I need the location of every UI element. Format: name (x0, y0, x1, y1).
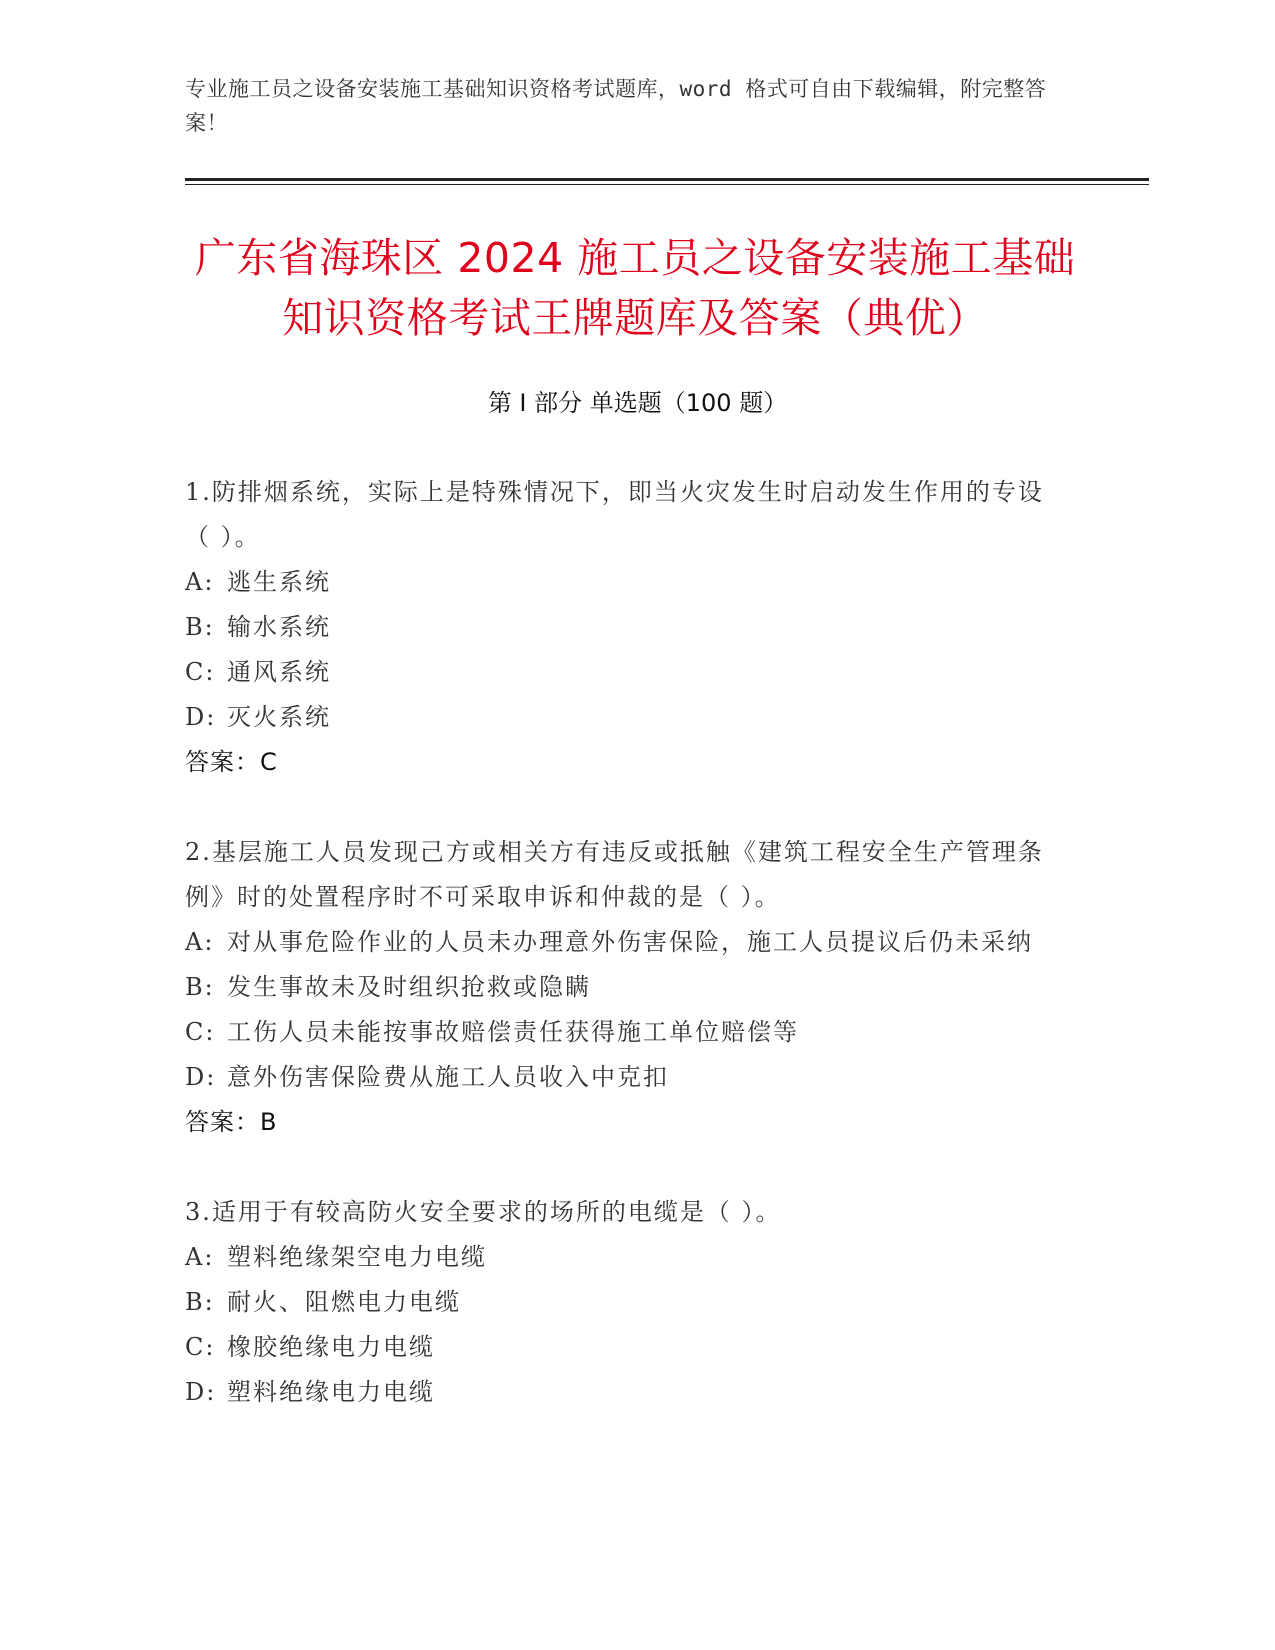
option-text: 耐火、阻燃电力电缆 (227, 1288, 461, 1316)
question-item (185, 830, 1065, 1145)
header-divider-thick (185, 178, 1149, 181)
question-answer: 答案：C (185, 748, 278, 776)
question-option (185, 1325, 1065, 1370)
option-key: C: (185, 1018, 216, 1046)
header-note: 专业施工员之设备安装施工基础知识资格考试题库，word 格式可自由下载编辑，附完整答案！ (185, 77, 1047, 135)
option-text: 灭火系统 (227, 703, 331, 731)
question-text: 3.适用于有较高防火安全要求的场所的电缆是（ ）。 (185, 1198, 782, 1226)
option-key: B: (185, 973, 215, 1001)
header-divider-thin (185, 184, 1149, 185)
question-option (185, 1010, 1065, 1055)
question-option (185, 920, 1065, 965)
option-text: 逃生系统 (227, 568, 331, 596)
option-text: 对从事危险作业的人员未办理意外伤害保险，施工人员提议后仍未采纳 (227, 928, 1033, 956)
option-text: 通风系统 (227, 658, 331, 686)
option-text: 意外伤害保险费从施工人员收入中克扣 (227, 1063, 669, 1091)
option-key: D: (185, 1063, 217, 1091)
question-item (185, 1190, 1065, 1415)
question-list (185, 470, 1065, 1460)
question-text: 2.基层施工人员发现己方或相关方有违反或抵触《建筑工程安全生产管理条例》时的处置程序时不可采取申诉和仲裁的是（ ）。 (185, 838, 1044, 911)
document-title: 广东省海珠区 2024 施工员之设备安装施工基础知识资格考试王牌题库及答案（典优） (194, 234, 1076, 342)
question-option (185, 1055, 1065, 1100)
option-text: 塑料绝缘电力电缆 (227, 1378, 435, 1406)
option-text: 发生事故未及时组织抢救或隐瞒 (227, 973, 591, 1001)
option-key: D: (185, 1378, 217, 1406)
option-key: A: (185, 928, 215, 956)
section-title: 第 I 部分 单选题（100 题） (487, 389, 788, 417)
question-option (185, 1370, 1065, 1415)
option-text: 工伤人员未能按事故赔偿责任获得施工单位赔偿等 (227, 1018, 799, 1046)
question-option (185, 1235, 1065, 1280)
option-text: 橡胶绝缘电力电缆 (227, 1333, 435, 1361)
question-option (185, 605, 1065, 650)
question-text: 1.防排烟系统，实际上是特殊情况下，即当火灾发生时启动发生作用的专设（ ）。 (185, 478, 1044, 551)
question-option (185, 695, 1065, 740)
question-option (185, 965, 1065, 1010)
option-text: 输水系统 (227, 613, 331, 641)
option-key: C: (185, 1333, 216, 1361)
option-key: C: (185, 658, 216, 686)
question-item (185, 470, 1065, 785)
question-option (185, 560, 1065, 605)
option-key: A: (185, 1243, 215, 1271)
question-answer: 答案：B (185, 1108, 278, 1136)
question-option (185, 1280, 1065, 1325)
question-option (185, 650, 1065, 695)
option-key: B: (185, 1288, 215, 1316)
option-text: 塑料绝缘架空电力电缆 (227, 1243, 487, 1271)
option-key: D: (185, 703, 217, 731)
option-key: B: (185, 613, 215, 641)
option-key: A: (185, 568, 215, 596)
